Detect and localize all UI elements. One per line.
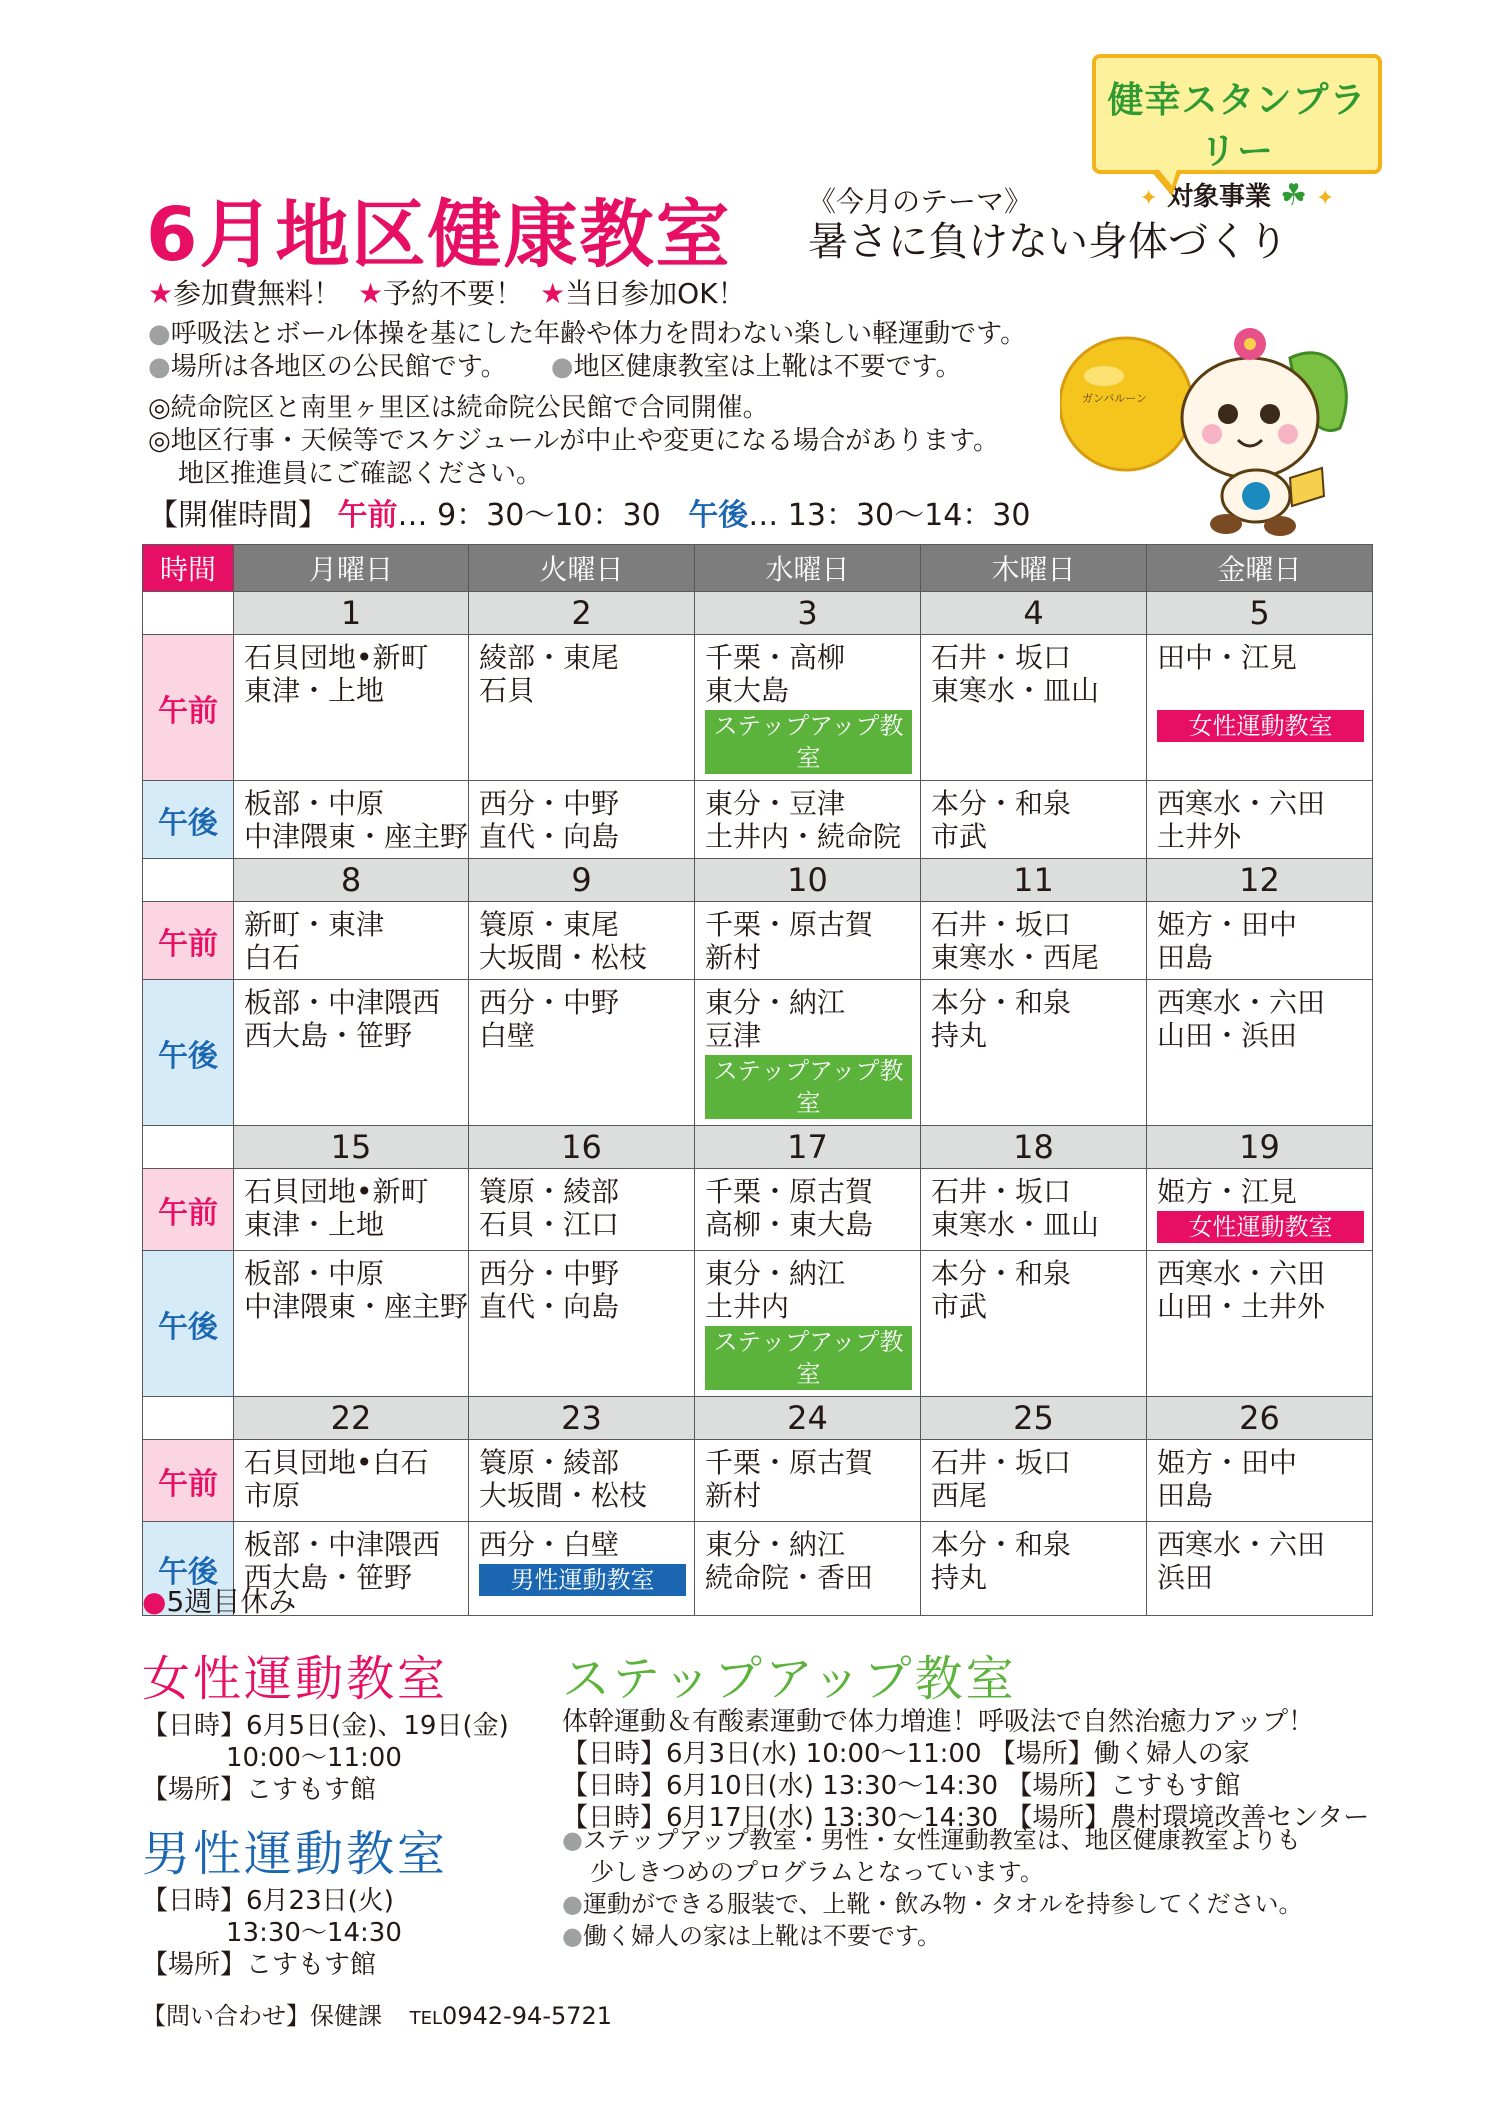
date-cell: 16 bbox=[469, 1126, 695, 1169]
men-class-badge: 男性運動教室 bbox=[479, 1564, 686, 1596]
district-names: 東分・納江 bbox=[705, 1528, 846, 1561]
step-session-3: 【日時】6月17日(水) 13:30～14:30 【場所】農村環境改善センター bbox=[562, 1803, 1370, 1833]
district-names: 東分・納江 bbox=[705, 986, 846, 1019]
page-title: 6月地区健康教室 bbox=[146, 192, 732, 278]
district-names: 東津・上地 bbox=[244, 1208, 385, 1241]
district-names: 西大島・笹野 bbox=[244, 1019, 413, 1052]
schedule-cell bbox=[1147, 635, 1373, 781]
date-row-spacer bbox=[143, 1126, 234, 1169]
district-names: 山田・土井外 bbox=[1157, 1290, 1326, 1323]
schedule-cell bbox=[695, 781, 921, 859]
afternoon-label: 午後 bbox=[143, 980, 234, 1126]
district-names: 土井外 bbox=[1157, 820, 1242, 853]
feature-list: ★参加費無料！ ★予約不要！ ★当日参加OK！ bbox=[148, 277, 746, 310]
district-names: 石井・坂口 bbox=[931, 1175, 1072, 1208]
district-names: 西寒水・六田 bbox=[1157, 986, 1326, 1019]
note-3: ◎続命院区と南里ヶ里区は続命院公民館で合同開催。 bbox=[148, 393, 769, 423]
morning-label: 午前 bbox=[143, 902, 234, 980]
women-class-info: 【日時】6月5日(金)、19日(金) 10:00～11:00 【場所】こすもす館 bbox=[142, 1711, 509, 1805]
date-cell: 26 bbox=[1147, 1397, 1373, 1440]
schedule-cell bbox=[921, 781, 1147, 859]
district-names: 簑原・綾部 bbox=[479, 1446, 620, 1479]
schedule-cell bbox=[695, 1522, 921, 1616]
district-names: 綾部・東尾 bbox=[479, 641, 620, 674]
session-hours: 【開催時間】 午前… 9：30～10：30 午後… 13：30～14：30 bbox=[148, 498, 1031, 533]
schedule-cell bbox=[921, 1169, 1147, 1251]
morning-row bbox=[143, 1169, 1373, 1251]
note-2: ●場所は各地区の公民館です。 ●地区健康教室は上靴は不要です。 bbox=[148, 352, 962, 382]
district-names: 石井・坂口 bbox=[931, 908, 1072, 941]
step-class-badge: ステップアップ教室 bbox=[705, 710, 912, 774]
district-names: 田中・江見 bbox=[1157, 641, 1298, 674]
stamp-rally-badge bbox=[1092, 54, 1382, 213]
schedule-cell bbox=[234, 1440, 469, 1522]
district-names: 板部・中津隈西 bbox=[244, 1528, 441, 1561]
district-names: 石貝団地•白石 bbox=[244, 1446, 429, 1479]
badge-tail-inner bbox=[1156, 166, 1178, 186]
district-names: 市武 bbox=[931, 820, 988, 853]
district-names: 板部・中原 bbox=[244, 1257, 385, 1290]
schedule-cell bbox=[469, 1440, 695, 1522]
district-names: 簑原・綾部 bbox=[479, 1175, 620, 1208]
theme-label: 《今月のテーマ》 bbox=[808, 185, 1033, 218]
district-names: 姫方・江見 bbox=[1157, 1175, 1298, 1208]
bullet-icon: ● bbox=[550, 352, 574, 382]
schedule-cell bbox=[234, 635, 469, 781]
schedule-cell bbox=[469, 1169, 695, 1251]
schedule-cell bbox=[921, 902, 1147, 980]
day-header-tue: 火曜日 bbox=[469, 545, 695, 592]
sparkle-icon: ✦ bbox=[1139, 186, 1158, 211]
schedule-cell bbox=[1147, 1169, 1373, 1251]
bullet-icon: ● bbox=[148, 319, 171, 349]
district-names: 新町・東津 bbox=[244, 908, 385, 941]
afternoon-row bbox=[143, 781, 1373, 859]
morning-row bbox=[143, 635, 1373, 781]
schedule-cell bbox=[921, 635, 1147, 781]
district-names: 東津・上地 bbox=[244, 674, 385, 707]
mascot-illustration bbox=[1060, 318, 1360, 538]
date-cell: 18 bbox=[921, 1126, 1147, 1169]
men-class-info: 【日時】6月23日(火) 13:30～14:30 【場所】こすもす館 bbox=[142, 1886, 402, 1980]
mascot-face bbox=[1182, 358, 1318, 478]
schedule-cell bbox=[234, 1169, 469, 1251]
schedule-cell bbox=[695, 902, 921, 980]
date-row bbox=[143, 1397, 1373, 1440]
bullet-icon: ● bbox=[562, 1890, 583, 1918]
schedule-cell bbox=[695, 1251, 921, 1397]
bullet-icon: ● bbox=[562, 1922, 583, 1950]
schedule-cell bbox=[234, 902, 469, 980]
step-class-title: ステップアップ教室 bbox=[562, 1651, 1017, 1707]
district-names: 姫方・田中 bbox=[1157, 908, 1298, 941]
district-names: 西寒水・六田 bbox=[1157, 1257, 1326, 1290]
district-names: 市原 bbox=[244, 1479, 301, 1512]
schedule-cell bbox=[695, 635, 921, 781]
clover-icon: ☘ bbox=[1280, 178, 1307, 213]
schedule-cell bbox=[234, 980, 469, 1126]
step-class-description: 体幹運動＆有酸素運動で体力増進！呼吸法で自然治癒力アップ！ bbox=[562, 1707, 1315, 1737]
schedule-cell bbox=[1147, 902, 1373, 980]
bullet-icon: ● bbox=[562, 1826, 583, 1854]
morning-label: 午前 bbox=[143, 635, 234, 781]
date-cell: 17 bbox=[695, 1126, 921, 1169]
district-names: 石井・坂口 bbox=[931, 641, 1072, 674]
sparkle-icon: ✦ bbox=[1316, 186, 1335, 211]
district-names: 石井・坂口 bbox=[931, 1446, 1072, 1479]
district-names: 石貝団地•新町 bbox=[244, 1175, 429, 1208]
district-names: 大坂間・松枝 bbox=[479, 941, 648, 974]
women-class-badge: 女性運動教室 bbox=[1157, 1211, 1364, 1243]
morning-label: 午前 bbox=[143, 1169, 234, 1251]
district-names: 板部・中津隈西 bbox=[244, 986, 441, 1019]
date-cell: 12 bbox=[1147, 859, 1373, 902]
time-header: 時間 bbox=[143, 545, 234, 592]
schedule-cell bbox=[695, 1440, 921, 1522]
date-row bbox=[143, 1126, 1373, 1169]
district-names: 中津隈東・座主野 bbox=[244, 820, 469, 853]
date-row-spacer bbox=[143, 592, 234, 635]
phone-number: 0942-94-5721 bbox=[442, 2002, 613, 2030]
district-names: 中津隈東・座主野 bbox=[244, 1290, 469, 1323]
date-cell: 9 bbox=[469, 859, 695, 902]
fifth-week-note: ●5週目休み bbox=[142, 1585, 297, 1618]
men-class-title: 男性運動教室 bbox=[142, 1826, 449, 1882]
district-names: 山田・浜田 bbox=[1157, 1019, 1298, 1052]
district-names: 本分・和泉 bbox=[931, 787, 1072, 820]
afternoon-label: 午後 bbox=[143, 1522, 234, 1616]
district-names: 石貝団地•新町 bbox=[244, 641, 429, 674]
date-cell: 3 bbox=[695, 592, 921, 635]
schedule-cell bbox=[1147, 1522, 1373, 1616]
district-names: 板部・中原 bbox=[244, 787, 385, 820]
district-names: 本分・和泉 bbox=[931, 1528, 1072, 1561]
schedule-cell bbox=[921, 980, 1147, 1126]
district-names: 新村 bbox=[705, 1479, 762, 1512]
bullet-icon: ● bbox=[148, 352, 171, 382]
district-names: 千栗・原古賀 bbox=[705, 1175, 874, 1208]
note-4: ◎地区行事・天候等でスケジュールが中止や変更になる場合があります。 bbox=[148, 426, 1000, 456]
date-cell: 11 bbox=[921, 859, 1147, 902]
step-class-notes: ●ステップアップ教室・男性・女性運動教室は、地区健康教室よりも 少しきつめのプログラムとなっています。 ●運動ができる服装で、上靴・飲み物・タオルを持参してください。 ●働く婦人の家は上靴は不要です。 bbox=[562, 1826, 1303, 1950]
district-names: 西分・中野 bbox=[479, 986, 620, 1019]
district-names: 白壁 bbox=[479, 1019, 536, 1052]
date-cell: 19 bbox=[1147, 1126, 1373, 1169]
district-names: 西尾 bbox=[931, 1479, 988, 1512]
district-names: 千栗・高柳 bbox=[705, 641, 846, 674]
district-names: 千栗・原古賀 bbox=[705, 1446, 874, 1479]
theme-text: 暑さに負けない身体づくり bbox=[808, 219, 1288, 265]
afternoon-label: 午後 bbox=[143, 1251, 234, 1397]
district-names: 高柳・東大島 bbox=[705, 1208, 874, 1241]
schedule-cell bbox=[469, 635, 695, 781]
morning-label: 午前 bbox=[143, 1440, 234, 1522]
afternoon-row bbox=[143, 1522, 1373, 1616]
district-names: 持丸 bbox=[931, 1019, 988, 1052]
contact-info: 【問い合わせ】保健課 TEL0942-94-5721 bbox=[142, 2002, 613, 2030]
bullet-icon: ● bbox=[142, 1585, 167, 1618]
district-names: 本分・和泉 bbox=[931, 986, 1072, 1019]
district-names: 西寒水・六田 bbox=[1157, 787, 1326, 820]
day-header-fri: 金曜日 bbox=[1147, 545, 1373, 592]
schedule-cell bbox=[921, 1251, 1147, 1397]
district-names: 続命院・香田 bbox=[705, 1561, 874, 1594]
schedule-cell bbox=[469, 902, 695, 980]
step-class-info bbox=[562, 1706, 1369, 1834]
date-row bbox=[143, 592, 1373, 635]
afternoon-row bbox=[143, 980, 1373, 1126]
step-class-badge: ステップアップ教室 bbox=[705, 1055, 912, 1119]
district-names: 大坂間・松枝 bbox=[479, 1479, 648, 1512]
day-header-wed: 水曜日 bbox=[695, 545, 921, 592]
date-row-spacer bbox=[143, 859, 234, 902]
district-names: 西大島・笹野 bbox=[244, 1561, 413, 1594]
district-names: 姫方・田中 bbox=[1157, 1446, 1298, 1479]
district-names: 土井内・続命院 bbox=[705, 820, 902, 853]
schedule-table bbox=[142, 544, 1373, 1616]
district-names: 豆津 bbox=[705, 1019, 762, 1052]
morning-row bbox=[143, 1440, 1373, 1522]
date-row bbox=[143, 859, 1373, 902]
district-names: 東寒水・西尾 bbox=[931, 941, 1100, 974]
afternoon-label: 午後 bbox=[143, 781, 234, 859]
date-cell: 10 bbox=[695, 859, 921, 902]
district-names: 西分・白壁 bbox=[479, 1528, 620, 1561]
date-cell: 24 bbox=[695, 1397, 921, 1440]
badge-title: 健幸スタンプラリー bbox=[1107, 80, 1367, 172]
district-names: 浜田 bbox=[1157, 1561, 1214, 1594]
date-cell: 22 bbox=[234, 1397, 469, 1440]
schedule-cell bbox=[695, 1169, 921, 1251]
district-names: 東寒水・皿山 bbox=[931, 674, 1100, 707]
table-header-row bbox=[143, 545, 1373, 592]
district-names: 直代・向島 bbox=[479, 820, 620, 853]
day-header-thu: 木曜日 bbox=[921, 545, 1147, 592]
district-names: 持丸 bbox=[931, 1561, 988, 1594]
note-5: 地区推進員にご確認ください。 bbox=[178, 459, 543, 489]
date-cell: 23 bbox=[469, 1397, 695, 1440]
women-class-badge: 女性運動教室 bbox=[1157, 710, 1364, 742]
district-names: 本分・和泉 bbox=[931, 1257, 1072, 1290]
schedule-cell bbox=[1147, 1251, 1373, 1397]
schedule-cell bbox=[921, 1522, 1147, 1616]
star-icon: ★ bbox=[358, 277, 384, 310]
date-cell: 4 bbox=[921, 592, 1147, 635]
district-names: 東大島 bbox=[705, 674, 790, 707]
district-names: 東分・豆津 bbox=[705, 787, 846, 820]
district-names: 石貝 bbox=[479, 674, 536, 707]
schedule-cell bbox=[921, 1440, 1147, 1522]
schedule-cell bbox=[1147, 781, 1373, 859]
district-names: 土井内 bbox=[705, 1290, 790, 1323]
star-icon: ★ bbox=[540, 277, 566, 310]
intro-section bbox=[148, 272, 1026, 491]
date-cell: 1 bbox=[234, 592, 469, 635]
women-class-title: 女性運動教室 bbox=[142, 1651, 449, 1707]
district-names: 新村 bbox=[705, 941, 762, 974]
schedule-cell bbox=[1147, 980, 1373, 1126]
note-1: ●呼吸法とボール体操を基にした年齢や体力を問わない楽しい軽運動です。 bbox=[148, 319, 1027, 349]
district-names: 直代・向島 bbox=[479, 1290, 620, 1323]
morning-row bbox=[143, 902, 1373, 980]
date-cell: 15 bbox=[234, 1126, 469, 1169]
step-class-badge: ステップアップ教室 bbox=[705, 1326, 912, 1390]
ball-label: ガンバルーン bbox=[1082, 392, 1148, 405]
date-row-spacer bbox=[143, 1397, 234, 1440]
district-names: 西分・中野 bbox=[479, 1257, 620, 1290]
district-names: 市武 bbox=[931, 1290, 988, 1323]
date-cell: 25 bbox=[921, 1397, 1147, 1440]
schedule-cell bbox=[695, 980, 921, 1126]
day-header-mon: 月曜日 bbox=[234, 545, 469, 592]
schedule-cell bbox=[234, 781, 469, 859]
schedule-cell bbox=[469, 1522, 695, 1616]
district-names: 石貝・江口 bbox=[479, 1208, 620, 1241]
date-cell: 8 bbox=[234, 859, 469, 902]
district-names: 東分・納江 bbox=[705, 1257, 846, 1290]
schedule-cell bbox=[469, 980, 695, 1126]
district-names: 白石 bbox=[244, 941, 301, 974]
schedule-cell bbox=[469, 781, 695, 859]
district-names: 簑原・東尾 bbox=[479, 908, 620, 941]
district-names: 東寒水・皿山 bbox=[931, 1208, 1100, 1241]
schedule-cell bbox=[234, 1251, 469, 1397]
schedule-cell bbox=[469, 1251, 695, 1397]
date-cell: 2 bbox=[469, 592, 695, 635]
badge-subtitle: ✦ 対象事業 ☘ ✦ bbox=[1139, 178, 1335, 213]
step-session-2: 【日時】6月10日(水) 13:30～14:30 【場所】こすもす館 bbox=[562, 1771, 1241, 1801]
district-names: 千栗・原古賀 bbox=[705, 908, 874, 941]
district-names: 田島 bbox=[1157, 1479, 1214, 1512]
step-session-1: 【日時】6月3日(水) 10:00～11:00 【場所】働く婦人の家 bbox=[562, 1739, 1250, 1769]
afternoon-row bbox=[143, 1251, 1373, 1397]
district-names: 西寒水・六田 bbox=[1157, 1528, 1326, 1561]
district-names: 西分・中野 bbox=[479, 787, 620, 820]
district-names: 田島 bbox=[1157, 941, 1214, 974]
date-cell: 5 bbox=[1147, 592, 1373, 635]
star-icon: ★ bbox=[148, 277, 174, 310]
schedule-cell bbox=[1147, 1440, 1373, 1522]
